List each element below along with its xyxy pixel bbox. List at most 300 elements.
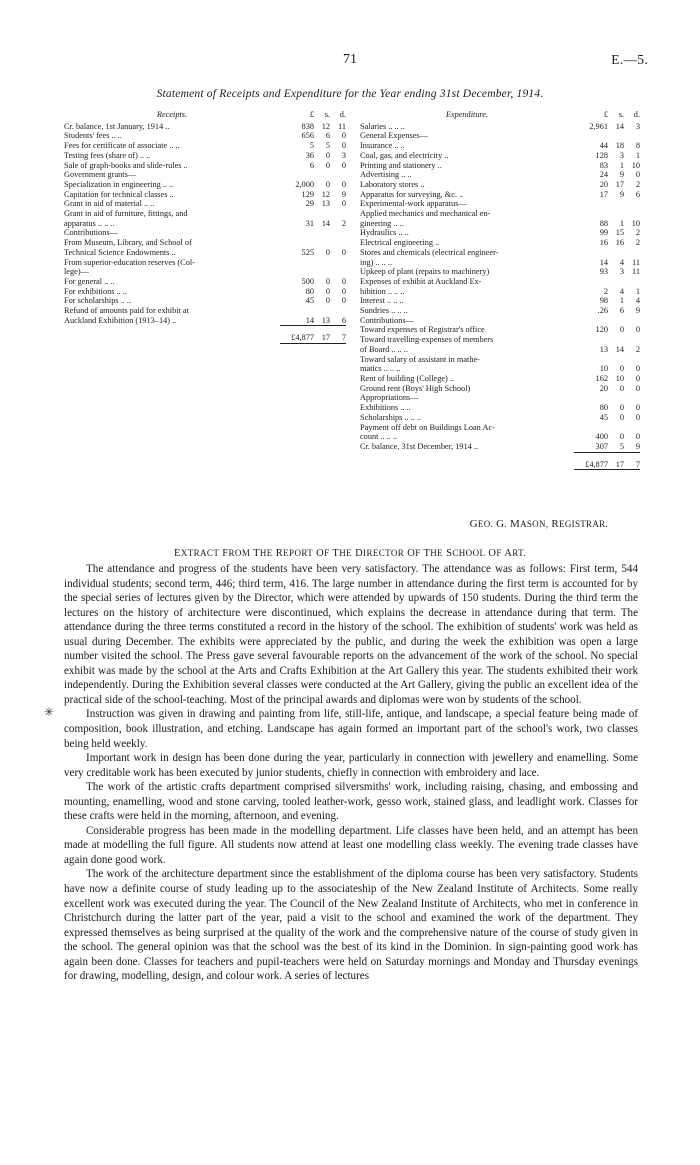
registrar-name: GEO. G. MASON, REGISTRAR. bbox=[469, 518, 608, 530]
table-row bbox=[360, 335, 640, 345]
row-amount-d: 6 bbox=[635, 189, 640, 199]
row-description: General Expenses— bbox=[360, 131, 428, 141]
row-amount-s bbox=[314, 228, 330, 238]
row-amount-s: 3 bbox=[619, 267, 624, 277]
row-amount-p: 400 bbox=[595, 432, 608, 442]
row-amount-d: 2 bbox=[635, 344, 640, 354]
col-pounds: £ bbox=[309, 110, 314, 119]
financial-statement-table bbox=[64, 110, 640, 470]
table-row bbox=[360, 393, 640, 403]
row-amount-p: 5 bbox=[309, 141, 314, 151]
report-paragraph: The work of the artistic crafts department comprised silversmiths' work, including raising, chasing, and embossing and mounting, enamelling, wood and stone carving, tooled leather-work, gesso work, stained glass, and leadlight work. Classes for these crafts were held in the morning, afternoon, and evening. bbox=[64, 781, 638, 823]
row-amount-s bbox=[608, 393, 624, 403]
expenditure-column bbox=[352, 110, 640, 470]
row-description: Experimental-work apparatus— bbox=[360, 199, 467, 209]
table-row bbox=[64, 267, 346, 277]
row-amount-p: 45 bbox=[305, 296, 314, 306]
row-amount-d bbox=[330, 267, 346, 277]
row-amount-s bbox=[608, 199, 624, 209]
row-description: Hydraulics .. .. bbox=[360, 228, 409, 238]
row-amount-s: 0 bbox=[325, 286, 330, 296]
row-amount-p bbox=[280, 267, 314, 277]
row-description: Stores and chemicals (electrical engineer- bbox=[360, 247, 499, 257]
row-amount-d: 10 bbox=[631, 160, 640, 170]
row-amount-d: 0 bbox=[341, 141, 346, 151]
row-amount-s bbox=[314, 209, 330, 219]
row-amount-s bbox=[314, 170, 330, 180]
row-amount-d: 0 bbox=[635, 325, 640, 335]
row-amount-d: 3 bbox=[635, 121, 640, 131]
row-amount-d: 2 bbox=[635, 228, 640, 238]
row-description: Sale of graph-books and slide-rules .. bbox=[64, 160, 188, 170]
row-amount-s bbox=[608, 335, 624, 345]
row-description: Toward expenses of Registrar's office bbox=[360, 325, 485, 335]
row-amount-d bbox=[330, 238, 346, 248]
row-description: hibition .. .. .. bbox=[360, 286, 405, 296]
row-amount-s: 4 bbox=[619, 286, 624, 296]
row-amount-d: 0 bbox=[341, 276, 346, 286]
row-amount-d bbox=[330, 228, 346, 238]
row-amount-d: 0 bbox=[635, 412, 640, 422]
table-row bbox=[360, 161, 640, 171]
row-amount-p: 2,000 bbox=[295, 179, 314, 189]
row-description: Rent of building (College) .. bbox=[360, 373, 455, 383]
table-row bbox=[64, 287, 346, 297]
table-row bbox=[64, 209, 346, 219]
row-amount-p: 6 bbox=[309, 160, 314, 170]
row-description: Sundries .. .. .. bbox=[360, 306, 408, 316]
table-row bbox=[360, 141, 640, 151]
row-amount-s: 15 bbox=[615, 228, 624, 238]
row-amount-p: 2 bbox=[603, 286, 608, 296]
table-row bbox=[64, 248, 346, 258]
row-amount-d: 4 bbox=[635, 296, 640, 306]
row-amount-s: 14 bbox=[321, 218, 330, 228]
row-amount-p bbox=[574, 393, 608, 403]
row-amount-p bbox=[574, 248, 608, 258]
total-amount-s: 17 bbox=[608, 452, 624, 470]
row-amount-d bbox=[624, 248, 640, 258]
row-amount-s: 10 bbox=[615, 373, 624, 383]
row-amount-d: 1 bbox=[635, 286, 640, 296]
table-row bbox=[360, 122, 640, 132]
table-row bbox=[360, 267, 640, 277]
row-amount-d: 0 bbox=[341, 160, 346, 170]
row-amount-p: 29 bbox=[305, 199, 314, 209]
row-amount-p: 98 bbox=[599, 296, 608, 306]
receipts-column bbox=[64, 110, 352, 344]
row-amount-p: 10 bbox=[599, 364, 608, 374]
row-description: Advertising .. .. bbox=[360, 170, 412, 180]
row-amount-p bbox=[574, 199, 608, 209]
total-label bbox=[360, 452, 574, 470]
table-row bbox=[64, 161, 346, 171]
row-description: For general .. .. bbox=[64, 276, 115, 286]
table-row bbox=[360, 199, 640, 209]
row-amount-p bbox=[280, 209, 314, 219]
row-amount-s bbox=[608, 209, 624, 219]
row-amount-s: 0 bbox=[325, 296, 330, 306]
row-amount-d: 0 bbox=[635, 170, 640, 180]
row-amount-d: 0 bbox=[635, 403, 640, 413]
row-amount-s: 12 bbox=[321, 189, 330, 199]
table-row bbox=[360, 413, 640, 423]
row-amount-d: 11 bbox=[632, 267, 640, 277]
row-description: Insurance .. .. bbox=[360, 141, 405, 151]
row-amount-s bbox=[608, 131, 624, 141]
row-amount-s: 5 bbox=[619, 441, 624, 451]
row-amount-s: 0 bbox=[619, 325, 624, 335]
row-amount-p bbox=[574, 131, 608, 141]
row-amount-s bbox=[314, 267, 330, 277]
expenditure-header-row bbox=[360, 110, 640, 122]
row-amount-d bbox=[624, 335, 640, 345]
receipts-heading: Receipts. bbox=[156, 110, 188, 119]
table-row bbox=[360, 190, 640, 200]
row-amount-d: 10 bbox=[631, 218, 640, 228]
row-description: Specialization in engineering .. .. bbox=[64, 179, 174, 189]
table-row bbox=[64, 131, 346, 141]
row-amount-p bbox=[574, 355, 608, 365]
row-amount-p: 24 bbox=[599, 170, 608, 180]
row-amount-s: 14 bbox=[615, 121, 624, 131]
row-amount-s bbox=[608, 316, 624, 326]
row-amount-d bbox=[624, 393, 640, 403]
row-amount-p bbox=[280, 170, 314, 180]
row-amount-s: 0 bbox=[325, 276, 330, 286]
row-description: gineering .. .. bbox=[360, 218, 404, 228]
row-description: Contributions— bbox=[64, 228, 118, 238]
row-description: matics .. .. .. bbox=[360, 364, 401, 374]
row-description: From superior-education reserves (Col- bbox=[64, 257, 195, 267]
row-amount-d: 6 bbox=[341, 315, 346, 325]
row-amount-p: 17 bbox=[599, 189, 608, 199]
row-description: From Museum, Library, and School of bbox=[64, 238, 192, 248]
row-amount-p bbox=[574, 335, 608, 345]
table-row bbox=[360, 219, 640, 229]
row-amount-s: 0 bbox=[325, 160, 330, 170]
col-pence: d. bbox=[633, 110, 640, 119]
row-description: Capitation for technical classes .. bbox=[64, 189, 174, 199]
row-description: lege)— bbox=[64, 267, 89, 277]
total-label bbox=[64, 326, 280, 344]
table-row bbox=[360, 432, 640, 442]
row-description: of Board .. .. .. bbox=[360, 344, 408, 354]
row-amount-d: 0 bbox=[635, 432, 640, 442]
row-amount-p: 838 bbox=[301, 121, 314, 131]
row-description: Exhibitions .. .. bbox=[360, 403, 411, 413]
row-amount-p bbox=[574, 316, 608, 326]
col-shillings: s. bbox=[324, 110, 330, 119]
row-amount-d: 11 bbox=[632, 257, 640, 267]
table-row bbox=[360, 423, 640, 433]
row-description: Coal, gas, and electricity .. bbox=[360, 150, 449, 160]
col-shillings: s. bbox=[618, 110, 624, 119]
row-amount-d: 0 bbox=[635, 373, 640, 383]
row-amount-s: 4 bbox=[619, 257, 624, 267]
row-amount-s: 6 bbox=[619, 306, 624, 316]
row-amount-d bbox=[624, 209, 640, 219]
row-description: Technical Science Endowments .. bbox=[64, 247, 176, 257]
row-amount-d bbox=[624, 199, 640, 209]
row-amount-d: 9 bbox=[341, 189, 346, 199]
row-description: Toward travelling-expenses of members bbox=[360, 335, 494, 345]
row-description: ing) .. .. .. bbox=[360, 257, 393, 267]
row-description: Auckland Exhibition (1913–14) .. bbox=[64, 316, 177, 326]
row-amount-d bbox=[330, 170, 346, 180]
row-amount-p: 31 bbox=[305, 218, 314, 228]
row-amount-d: 11 bbox=[338, 121, 346, 131]
page-number: 71 bbox=[343, 52, 357, 67]
table-row bbox=[360, 306, 640, 316]
table-row bbox=[360, 374, 640, 384]
row-amount-s: 0 bbox=[619, 412, 624, 422]
row-amount-d: 0 bbox=[341, 131, 346, 141]
table-row bbox=[64, 190, 346, 200]
row-amount-p: 162 bbox=[595, 373, 608, 383]
table-row bbox=[360, 209, 640, 219]
row-amount-d: 0 bbox=[635, 364, 640, 374]
row-amount-s: 9 bbox=[619, 170, 624, 180]
table-row bbox=[360, 296, 640, 306]
row-description: For exhibitions .. .. bbox=[64, 286, 127, 296]
row-amount-p: 44 bbox=[599, 141, 608, 151]
total-amount-p: £4,877 bbox=[574, 452, 608, 470]
row-amount-d: 0 bbox=[341, 296, 346, 306]
table-row bbox=[64, 151, 346, 161]
table-row bbox=[360, 316, 640, 326]
report-paragraph: The work of the architecture department since the establishment of the diploma course has been very satisfactory. Students have now a definite course of study leading up to the associateship of the New Zealand Institute of Architects. Some really excellent work was executed during the year. The Council of the New Zealand Institute of Architects, who met in conference in Christchurch during the latter part of the year, paid a visit to the school and examined the work of the department. They expressed themselves as being surprised at the quality of the work and the comprehensive nature of the course of study given in the school. The general opinion was that the school was the best of its kind in the Dominion. In sign-painting good work has again been done. Classes for teachers and pupil-teachers were held on Saturday mornings and Monday and Thursday evenings for drawing, modelling, design, and colour work. A series of lectures bbox=[64, 868, 638, 983]
extract-title bbox=[0, 548, 700, 559]
total-amount-s: 17 bbox=[314, 326, 330, 344]
total-row bbox=[360, 452, 640, 470]
row-amount-p: 45 bbox=[599, 412, 608, 422]
row-amount-d: 0 bbox=[341, 179, 346, 189]
col-pounds: £ bbox=[603, 110, 608, 119]
row-description: Government grants— bbox=[64, 170, 137, 180]
table-row bbox=[360, 238, 640, 248]
table-row bbox=[360, 384, 640, 394]
row-description: Laboratory stores .. bbox=[360, 179, 425, 189]
row-amount-d bbox=[624, 316, 640, 326]
row-amount-p: 80 bbox=[599, 403, 608, 413]
row-amount-p: 20 bbox=[599, 383, 608, 393]
table-row bbox=[360, 258, 640, 268]
expenditure-table bbox=[360, 110, 640, 470]
row-amount-s: 0 bbox=[619, 383, 624, 393]
row-description: Interest .. .. .. bbox=[360, 296, 404, 306]
row-amount-p: 13 bbox=[599, 344, 608, 354]
row-description: Contributions— bbox=[360, 315, 414, 325]
row-description: Scholarships .. .. .. bbox=[360, 412, 422, 422]
table-row bbox=[64, 228, 346, 238]
table-row bbox=[360, 248, 640, 258]
table-row bbox=[360, 277, 640, 287]
row-description: apparatus .. .. .. bbox=[64, 218, 115, 228]
row-amount-d: 9 bbox=[635, 441, 640, 451]
table-row bbox=[64, 199, 346, 209]
table-row bbox=[360, 228, 640, 238]
table-row bbox=[360, 131, 640, 141]
table-row bbox=[64, 277, 346, 287]
total-amount-p: £4,877 bbox=[280, 326, 314, 344]
row-description: Printing and stationery .. bbox=[360, 160, 442, 170]
margin-mark: ✳ bbox=[44, 705, 55, 719]
extract-title-text: EXTRACT FROM THE REPORT OF THE DIRECTOR OF THE SCHOOL OF ART. bbox=[174, 548, 526, 559]
row-amount-p: 128 bbox=[595, 150, 608, 160]
row-amount-p bbox=[280, 258, 314, 268]
table-row bbox=[360, 364, 640, 374]
row-amount-d bbox=[624, 355, 640, 365]
row-amount-s: 13 bbox=[321, 199, 330, 209]
table-row bbox=[64, 219, 346, 229]
row-amount-p bbox=[280, 238, 314, 248]
row-description: Upkeep of plant (repairs to machinery) bbox=[360, 267, 490, 277]
row-amount-d: 0 bbox=[341, 247, 346, 257]
signature-line bbox=[470, 518, 608, 530]
expenditure-heading: Expenditure. bbox=[445, 110, 489, 119]
row-description: Testing fees (share of) .. .. bbox=[64, 150, 151, 160]
row-amount-d: 3 bbox=[341, 150, 346, 160]
row-amount-s: 0 bbox=[619, 403, 624, 413]
row-amount-p: 14 bbox=[305, 315, 314, 325]
row-amount-s: 1 bbox=[619, 160, 624, 170]
table-row bbox=[360, 325, 640, 335]
table-row bbox=[360, 151, 640, 161]
row-amount-d bbox=[624, 131, 640, 141]
row-description: Expenses of exhibit at Auckland Ex- bbox=[360, 276, 482, 286]
table-row bbox=[64, 296, 346, 306]
row-amount-s: 9 bbox=[619, 189, 624, 199]
total-row bbox=[64, 326, 346, 344]
row-amount-p: 36 bbox=[305, 150, 314, 160]
report-paragraph: Instruction was given in drawing and painting from life, still-life, antique, and landscape, a special feature being made of composition, book illustration, and etching. Landscape has again formed an important part of the school's work, two classes being held weekly. bbox=[64, 708, 638, 750]
row-description: Cr. balance, 31st December, 1914 .. bbox=[360, 442, 479, 452]
row-amount-p: 93 bbox=[599, 267, 608, 277]
row-amount-s bbox=[314, 238, 330, 248]
row-description: Cr. balance, 1st January, 1914 .. bbox=[64, 121, 170, 131]
row-amount-p: 88 bbox=[599, 218, 608, 228]
row-amount-s: 0 bbox=[325, 247, 330, 257]
row-amount-d: 9 bbox=[635, 306, 640, 316]
row-amount-d bbox=[624, 277, 640, 287]
row-amount-s bbox=[608, 248, 624, 258]
row-amount-p: 525 bbox=[301, 247, 314, 257]
row-amount-s bbox=[608, 355, 624, 365]
row-amount-p: 656 bbox=[301, 131, 314, 141]
row-amount-p bbox=[280, 228, 314, 238]
row-amount-s bbox=[314, 258, 330, 268]
table-row bbox=[64, 170, 346, 180]
row-amount-d: 0 bbox=[341, 199, 346, 209]
total-amount-d: 7 bbox=[624, 452, 640, 470]
row-amount-d: 2 bbox=[635, 179, 640, 189]
row-amount-d: 2 bbox=[341, 218, 346, 228]
table-row bbox=[64, 180, 346, 190]
row-description: Payment off debt on Buildings Loan Ac- bbox=[360, 422, 495, 432]
row-amount-p: 120 bbox=[595, 325, 608, 335]
table-row bbox=[64, 141, 346, 151]
row-description: Apparatus for surveying, &c. .. bbox=[360, 189, 464, 199]
report-body bbox=[64, 562, 638, 984]
row-description: count .. .. .. bbox=[360, 432, 398, 442]
row-amount-p: .26 bbox=[597, 306, 608, 316]
row-amount-s bbox=[314, 306, 330, 316]
row-description: Electrical engineering .. bbox=[360, 238, 440, 248]
row-amount-s bbox=[608, 423, 624, 433]
document-reference: E.—5. bbox=[611, 52, 648, 67]
row-amount-d: 8 bbox=[635, 141, 640, 151]
row-amount-p: 99 bbox=[599, 228, 608, 238]
row-amount-p bbox=[574, 423, 608, 433]
row-description: Ground rent (Boys' High School) bbox=[360, 383, 471, 393]
row-description: Fees for certificate of associate .. .. bbox=[64, 141, 180, 151]
row-amount-p bbox=[574, 277, 608, 287]
report-paragraph: Considerable progress has been made in the modelling department. Life classes have been held, and an attempt has been made at modelling the full figure. All students now attend at least one modelling class weekly. The evening trade classes have again done good work. bbox=[64, 824, 638, 866]
row-amount-s: 1 bbox=[619, 218, 624, 228]
table-row bbox=[360, 170, 640, 180]
row-amount-s: 14 bbox=[615, 344, 624, 354]
row-amount-d bbox=[330, 258, 346, 268]
row-description: Refund of amounts paid for exhibit at bbox=[64, 306, 189, 316]
receipts-header-row bbox=[64, 110, 346, 122]
row-amount-p: 14 bbox=[599, 257, 608, 267]
row-amount-s: 12 bbox=[321, 121, 330, 131]
row-amount-s: 0 bbox=[325, 150, 330, 160]
row-amount-p: 83 bbox=[599, 160, 608, 170]
row-amount-d: 1 bbox=[635, 150, 640, 160]
table-row bbox=[360, 442, 640, 452]
row-amount-s: 1 bbox=[619, 296, 624, 306]
row-amount-s: 16 bbox=[615, 238, 624, 248]
row-amount-p: 20 bbox=[599, 179, 608, 189]
row-amount-p: 16 bbox=[599, 238, 608, 248]
row-amount-p: 80 bbox=[305, 286, 314, 296]
row-amount-s bbox=[608, 277, 624, 287]
report-paragraph: Important work in design has been done during the year, particularly in connection with jewellery and enamelling. Some very creditable work has been executed by junior students, chiefly in connection with embroidery and lace. bbox=[64, 752, 638, 779]
row-amount-p bbox=[280, 306, 314, 316]
row-amount-d bbox=[330, 306, 346, 316]
row-amount-p: 129 bbox=[301, 189, 314, 199]
col-pence: d. bbox=[339, 110, 346, 119]
row-amount-p: 307 bbox=[595, 441, 608, 451]
table-row bbox=[64, 316, 346, 326]
row-description: Grant in aid of material .. .. bbox=[64, 199, 155, 209]
row-amount-p: 500 bbox=[301, 276, 314, 286]
row-amount-s: 13 bbox=[321, 315, 330, 325]
row-description: For scholarships .. .. bbox=[64, 296, 132, 306]
row-description: Grant in aid of furniture, fittings, and bbox=[64, 209, 188, 219]
table-row bbox=[360, 355, 640, 365]
row-amount-s: 0 bbox=[619, 364, 624, 374]
row-amount-s: 3 bbox=[619, 150, 624, 160]
table-row bbox=[64, 238, 346, 248]
row-amount-d: 0 bbox=[635, 383, 640, 393]
total-amount-d: 7 bbox=[330, 326, 346, 344]
table-row bbox=[64, 258, 346, 268]
row-amount-s: 6 bbox=[325, 131, 330, 141]
table-row bbox=[360, 180, 640, 190]
row-amount-p bbox=[574, 209, 608, 219]
row-description: Toward salary of assistant in mathe- bbox=[360, 354, 480, 364]
table-row bbox=[360, 287, 640, 297]
table-row bbox=[64, 122, 346, 132]
row-amount-d bbox=[624, 423, 640, 433]
table-caption: Statement of Receipts and Expenditure for the Year ending 31st December, 1914. bbox=[156, 88, 544, 100]
row-amount-d: 0 bbox=[341, 286, 346, 296]
table-row bbox=[360, 403, 640, 413]
row-amount-p: 2,961 bbox=[589, 121, 608, 131]
